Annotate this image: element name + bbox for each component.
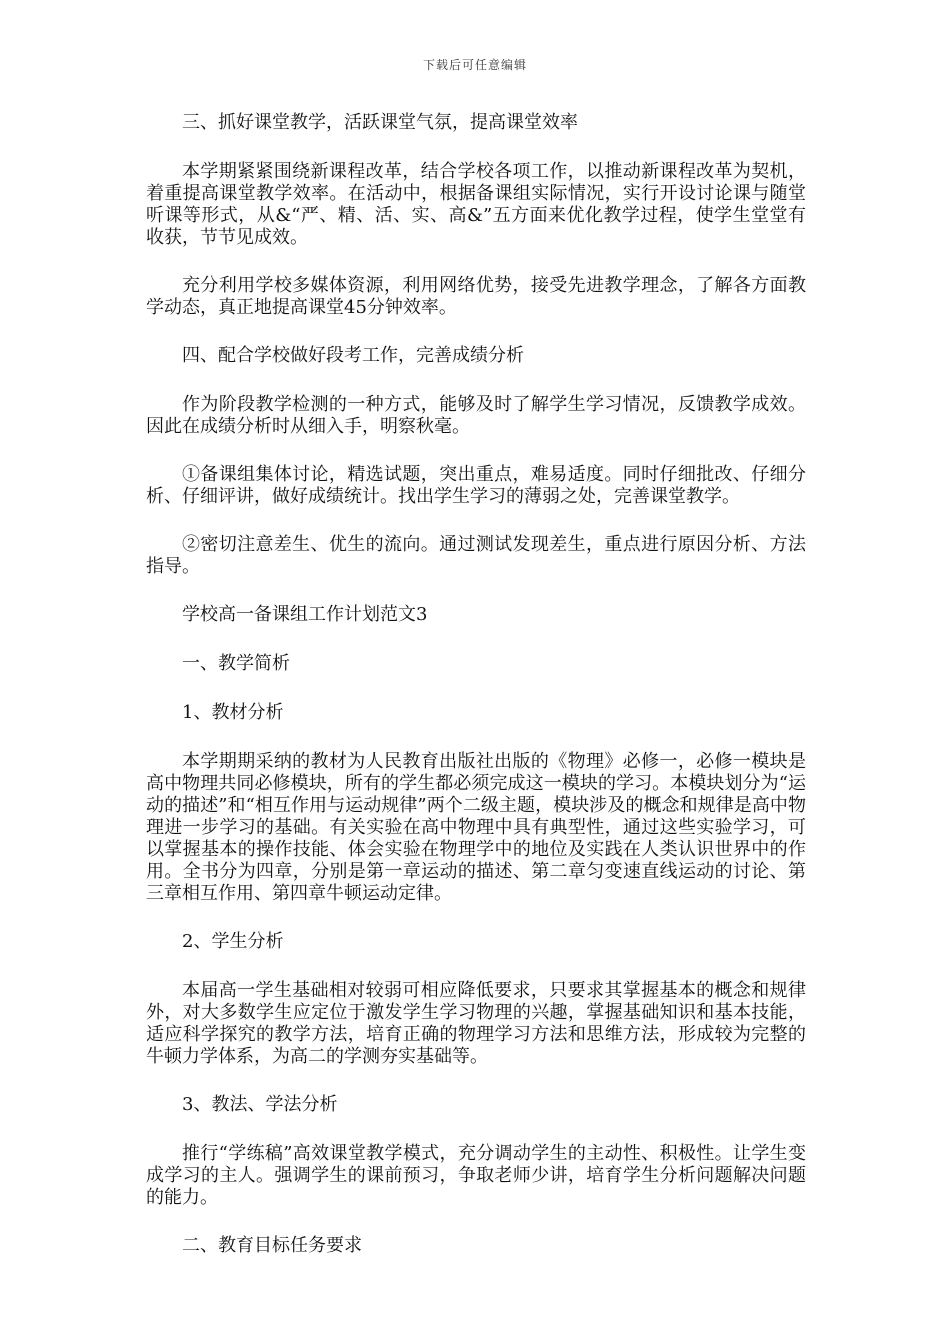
subsection-heading: 1、教材分析 <box>182 702 284 723</box>
body-paragraph: ①备课组集体讨论，精选试题，突出重点，难易适度。同时仔细批改、仔细分析、仔细评讲，做好成绩统计。找出学生学习的薄弱之处，完善课堂教学。 <box>146 464 806 507</box>
body-paragraph: 本学期紧紧围绕新课程改革，结合学校各项工作，以推动新课程改革为契机，着重提高课堂教学效率。在活动中，根据备课组实际情况，实行开设讨论课与随堂听课等形式，从&“严、精、活、实、高&”五方面来优化教学过程，使学生堂堂有收获，节节见成效。 <box>146 161 806 248</box>
section-heading: 三、抓好课堂教学，活跃课堂气氛，提高课堂效率 <box>182 112 578 133</box>
section-heading: 二、教育目标任务要求 <box>182 1235 362 1256</box>
page-header-note: 下载后可任意编辑 <box>422 58 527 72</box>
document-title: 学校高一备课组工作计划范文3 <box>182 604 428 625</box>
body-paragraph: 本届高一学生基础相对较弱可相应降低要求，只要求其掌握基本的概念和规律外，对大多数学生应定位于激发学生学习物理的兴趣，掌握基础知识和基本技能，适应科学探究的教学方法，培育正确的物理学习方法和思维方法，形成较为完整的牛顿力学体系，为高二的学测夯实基础等。 <box>146 980 806 1067</box>
subsection-heading: 2、学生分析 <box>182 931 284 952</box>
subsection-heading: 3、教法、学法分析 <box>182 1094 338 1115</box>
body-paragraph: 推行“学练稿”高效课堂教学模式，充分调动学生的主动性、积极性。让学生变成学习的主人。强调学生的课前预习，争取老师少讲，培育学生分析问题解决问题的能力。 <box>146 1143 806 1208</box>
section-heading: 四、配合学校做好段考工作，完善成绩分析 <box>182 345 524 366</box>
body-paragraph: 充分利用学校多媒体资源，利用网络优势，接受先进教学理念，了解各方面教学动态，真正地提高课堂45分钟效率。 <box>146 275 806 318</box>
section-heading: 一、教学简析 <box>182 653 290 674</box>
document-body <box>146 112 806 1284</box>
body-paragraph: 本学期期采纳的教材为人民教育出版社出版的《物理》必修一，必修一模块是高中物理共同必修模块，所有的学生都必须完成这一模块的学习。本模块划分为“运动的描述”和“相互作用与运动规律”两个二级主题，模块涉及的概念和规律是高中物理进一步学习的基础。有关实验在高中物理中具有典型性，通过这些实验学习，可以掌握基本的操作技能、体会实验在物理学中的地位及实践在人类认识世界中的作用。全书分为四章，分别是第一章运动的描述、第二章匀变速直线运动的讨论、第三章相互作用、第四章牛顿运动定律。 <box>146 751 806 904</box>
body-paragraph: ②密切注意差生、优生的流向。通过测试发现差生，重点进行原因分析、方法指导。 <box>146 534 806 577</box>
body-paragraph: 作为阶段教学检测的一种方式，能够及时了解学生学习情况，反馈教学成效。因此在成绩分析时从细入手，明察秋毫。 <box>146 394 806 437</box>
